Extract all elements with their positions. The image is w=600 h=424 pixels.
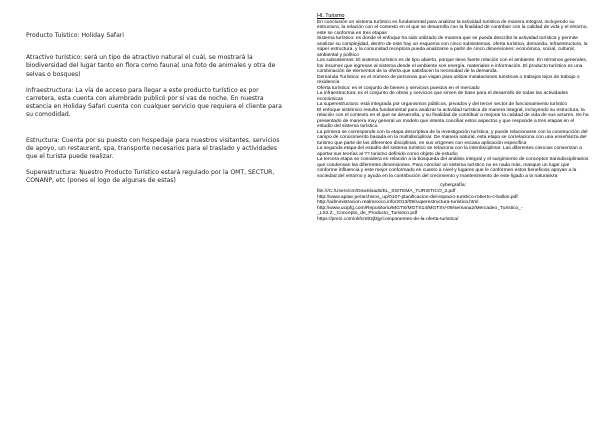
reference-item: http://administracion.realmexico.info/2013/09/superestructura-turistica.html [317,200,479,206]
reference-item: http://www.aptae.pe/archivos_up/0107-planificacion-del-espacio-turistico-roberto-c-ballon.pdf [317,194,518,200]
reference-item: https://prezi.com/okfcm93jl3jy/componentes-de-la-oferta-turistica/ [317,216,459,222]
reference-item: file:///C:/Users/cm/Downloads/EL_SISTEMA_TURISTICO_2.pdf [317,188,456,194]
second-stage-paragraph: La segunda etapa del estudio del sistema turístico se relaciona con la interdisciplinar. Las diferentes ciencias comienzan a aportar sus teorías al ?? turismo definido como objeto de estudio [317,146,582,157]
demand-paragraph: Demanda Turística: es el número de personas que viajan para utilizar instalaciones turísticas o trabajos lejos de trabajo o residencia [317,74,580,86]
superstructure-paragraph: Superestructura: Nuestro Producto Turístico estará regulado por la OMT, SECTUR, CONANP, etc (pones el logo de algunas de estas) [26,169,275,185]
superstructure-definition: La superestructura: está integrada por organismos públicos, privados y del tercer sector de funcionamiento turístico [317,102,568,108]
right-page-title: Ht. Turismo [317,13,345,19]
tourism-system-paragraph: Sistema turístico: es donde el enfoque ha sido utilizado de manera que se pueda describir la actividad turística y permite analizar su complejidad, dentro de este hay un esquema con cinco subsistemas, oferta turística, demanda, infraestructura, la súper estructura, y la comunidad receptora pueda analizarse a partir de cinco dimensiones: económica, social, cultural, ambiental y político [317,36,588,58]
left-page [26,32,288,186]
references-heading: cybergrafía: [440,183,466,189]
first-stage-paragraph: La primera se corresponde con la etapa descriptiva de la investigación turística, y puede relacionarse con la construcción del campo de conocimiento basada en la multidisciplinar. De manera natural, esta etapa se correlaciona con una enseñanza del turismo que parte de las diferentes disciplinas, en sus orígenes con escasa aplicación específica [317,129,588,146]
right-page [317,14,589,222]
reference-item: http://www.ucipfg.com/Repositorio/MGTS/MGTS14/MGTSV-09/semana2/Mercadeo_Turistico_-_LS2.2._Concepto_de_Producto_Turistico.pdf [317,205,523,217]
references-list [317,189,589,222]
structure-paragraph: Estructura: Cuenta por su puesto con hospedaje para nuestros visitantes, servicios de apoyo, un restaurant, spa, transporte necesarios para el traslado y actividades que el turista puede realizar. [26,136,280,161]
third-stage-paragraph: La tercera etapa se considera en relación a la búsqueda del análisis integral y el surgimiento de conceptos transdisciplinarios que condensan las diferentes dimensiones. Para concluir un sistema turístico no es nada más, masque un lugar que conforme influencia y este mejor conformado en cuanto a nivel y lugares que le conformen estos beneficios apoyan a la sociedad del entorno y ayuda en la contribución del crecimiento y mantenimiento de este ligado a la naturaleza [317,157,589,179]
infrastructure-paragraph: Infraestructura: La vía de acceso para llegar a este producto turístico es por carretera, esta cuenta con alumbrado publicó por si vas de noche. En nuestra estancia en Holiday Safari cuenta con cualquer servicio que requiera el cliente para su comodidad. [26,86,282,119]
subsystems-paragraph: Los subsistemas: El sistema turístico es de tipo abierto, porque tiene fuerte relación con el ambiente. En términos generales, los insumos que ingresan al sistema desde el ambiente son energía, materiales e información. El producto turístico es una combinación de elementos de la oferta que satisfacen la necesidad de la demanda. [317,58,588,75]
attractive-paragraph: Atractivo turístico: será un tipo de atractivo natural el cuál, se mostrará la biodiversidad del lugar tanto en flora como fauna( una foto de animales y otra de selvas o bosques) [26,54,276,78]
systemic-approach-paragraph: El enfoque sistémico resulta fundamental para analizar la actividad turística de manera integral, incluyendo su estructura, la relación con el contexto en el que se desarrolla, y su finalidad de contribuir a mejorar la calidad de vida de sus actores. Se ha presentado de manera muy general un modelo que intenta conciliar estos aspectos y que responde a tres etapas en el estudio del sistema turístico. [317,107,589,130]
infrastructure-definition: La infraestructura: es el conjunto de obras y servicios que sirven de base para el desarrollo de todas las actividades económicas [317,91,568,102]
conclusion-paragraph: En conclusión un sistema turístico es fundamental para analizar la actividad turística de manera integral, incluyendo su estructura, la relación con el contexto en el que se desarrolla con la finalidad de contribuir con la calidad de vida y el entorno, este se conforma en tres etapas [317,19,588,36]
left-page-title: Producto Tuístico: Holiday Safari [26,32,125,39]
offer-paragraph: Oferta turística: es el conjunto de bienes y servicios puestos en el mercado [317,85,480,91]
